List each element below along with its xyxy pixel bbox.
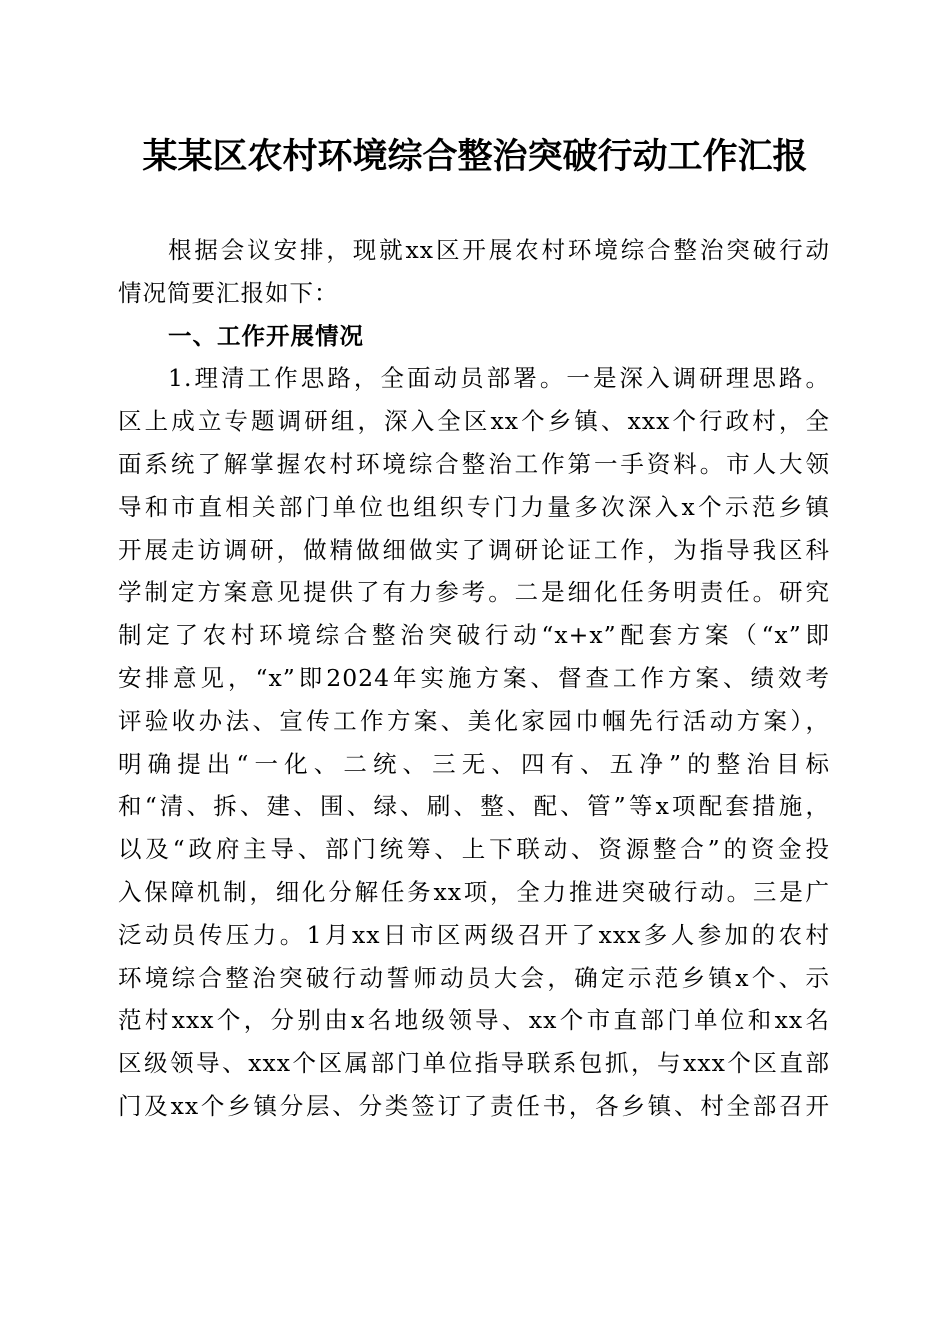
- document-title: 某某区农村环境综合整治突破行动工作汇报: [142, 136, 808, 177]
- paragraph-line: 入保障机制，细化分解任务xx项，全力推进突破行动。三是广: [118, 877, 830, 906]
- paragraph-line: 范村xxx个，分别由x名地级领导、xx个市直部门单位和xx名: [118, 1006, 830, 1035]
- paragraph-line: 和“清、拆、建、围、绿、刷、整、配、管”等x项配套措施，: [118, 792, 830, 821]
- paragraph-line: 评验收办法、宣传工作方案、美化家园巾帼先行活动方案），: [118, 706, 830, 735]
- intro-line: 情况简要汇报如下：: [118, 278, 339, 307]
- intro-line: 根据会议安排，现就xx区开展农村环境综合整治突破行动: [168, 236, 830, 264]
- document-body: [118, 229, 830, 1128]
- paragraph-line: 以及“政府主导、部门统筹、上下联动、资源整合”的资金投: [118, 835, 830, 864]
- paragraph-line: 面系统了解掌握农村环境综合整治工作第一手资料。市人大领: [118, 449, 830, 478]
- paragraph-line: 导和市直相关部门单位也组织专门力量多次深入x个示范乡镇: [118, 492, 830, 521]
- paragraph-line: 门及xx个乡镇分层、分类签订了责任书，各乡镇、村全部召开: [118, 1091, 830, 1120]
- paragraph-line: 明确提出“一化、二统、三无、四有、五净”的整治目标: [118, 749, 830, 778]
- paragraph-line: 环境综合整治突破行动誓师动员大会，确定示范乡镇x个、示: [118, 963, 830, 992]
- paragraph-line: 安排意见，“x”即2024年实施方案、督查工作方案、绩效考: [118, 663, 830, 692]
- paragraph-line: 泛动员传压力。1月xx日市区两级召开了xxx多人参加的农村: [118, 920, 830, 949]
- paragraph-line: 制定了农村环境综合整治突破行动“x+x”配套方案（“x”即: [118, 621, 830, 650]
- section-heading: 一、工作开展情况: [168, 321, 364, 350]
- paragraph-line: 1.理清工作思路，全面动员部署。一是深入调研理思路。: [168, 364, 830, 393]
- paragraph-line: 区级领导、xxx个区属部门单位指导联系包抓，与xxx个区直部: [118, 1049, 830, 1078]
- paragraph-line: 学制定方案意见提供了有力参考。二是细化任务明责任。研究: [118, 578, 830, 607]
- paragraph-line: 区上成立专题调研组，深入全区xx个乡镇、xxx个行政村，全: [118, 407, 830, 436]
- paragraph-line: 开展走访调研，做精做细做实了调研论证工作，为指导我区科: [118, 535, 830, 564]
